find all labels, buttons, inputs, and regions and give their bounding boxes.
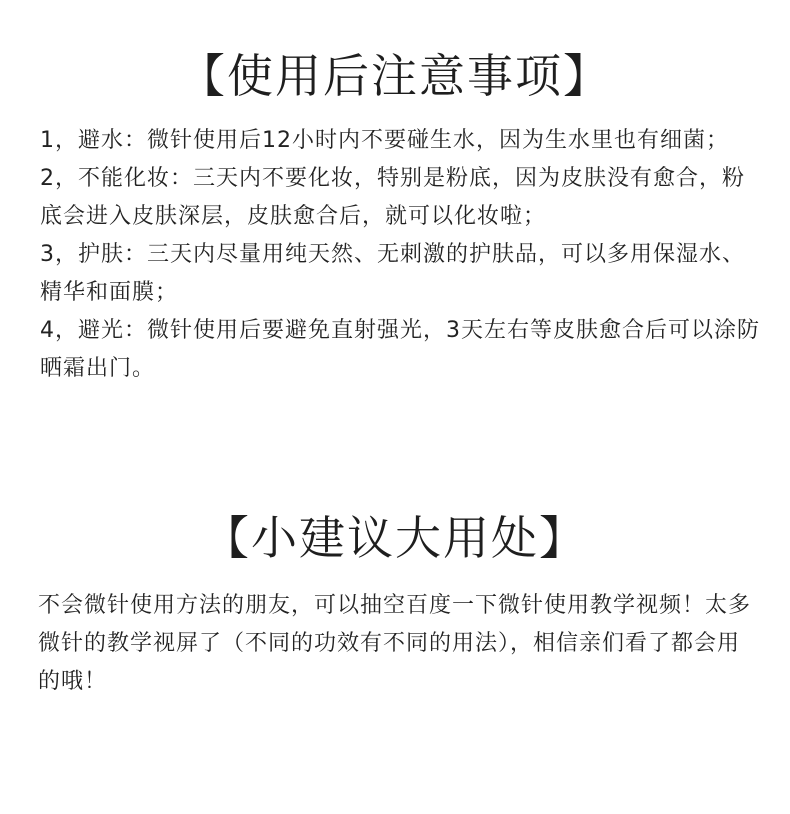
notice-item-skincare: 3，护肤：三天内尽量用纯天然、无刺激的护肤品，可以多用保湿水、精华和面膜； [40,242,745,305]
advice-title: 【小建议大用处】 [203,511,587,565]
advice-paragraph: 不会微针使用方法的朋友，可以抽空百度一下微针使用教学视频！太多微针的教学视屏了（不同的功效有不同的用法），相信亲们看了都会用的哦！ [38,593,752,694]
notices-title: 【使用后注意事项】 [179,49,611,103]
notice-item-no-makeup: 2，不能化妆：三天内不要化妆，特别是粉底，因为皮肤没有愈合，粉底会进入皮肤深层，皮肤愈合后，就可以化妆啦； [40,166,745,229]
notice-item-avoid-water: 1，避水：微针使用后12小时内不要碰生水，因为生水里也有细菌； [40,128,729,153]
notice-item-avoid-light: 4，避光：微针使用后要避免直射强光，3天左右等皮肤愈合后可以涂防晒霜出门。 [40,318,760,381]
notices-list [40,122,760,388]
